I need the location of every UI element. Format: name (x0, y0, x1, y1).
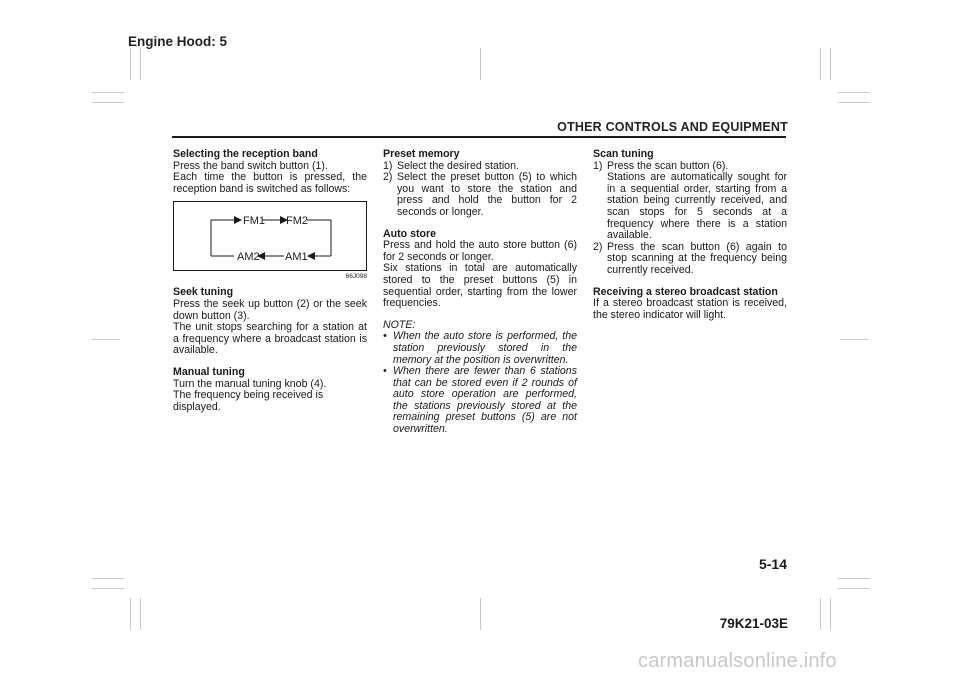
crop-mark (92, 588, 124, 589)
arrow-right-icon (234, 216, 242, 224)
am1-label: AM1 (285, 251, 308, 264)
note-item (383, 331, 577, 366)
seek-text: Press the seek up button (2) or the seek down button (3). (173, 297, 367, 322)
crop-mark (140, 598, 141, 630)
engine-hood-label: Engine Hood: 5 (128, 34, 227, 49)
band-text: Each time the button is pressed, the reception band is switched as follows: (173, 171, 367, 195)
stereo-text: If a stereo broadcast station is received, the stereo indicator will light. (593, 297, 787, 321)
fm2-label: FM2 (286, 215, 308, 228)
crop-mark (92, 92, 124, 93)
document-id: 79K21-03E (719, 616, 788, 631)
manual-text: Turn the manual tuning knob (4). (173, 377, 327, 390)
note-text: When there are fewer than 6 stations that can be stored even if 2 rounds of auto store operation are performed, the stations previously stored at the remaining preset buttons (5) are not overwritten. (393, 365, 577, 436)
stereo-heading: Receiving a stereo broadcast station (593, 285, 778, 298)
seek-text: The unit stops searching for a station at a frequency where a broadcast station is available. (173, 321, 367, 357)
column-left (173, 149, 367, 413)
preset-heading: Preset memory (383, 148, 460, 160)
crop-mark (820, 598, 821, 630)
manual-heading: Manual tuning (173, 365, 245, 378)
item-text: Press the scan button (6) again to stop scanning at the frequency being currently received. (607, 240, 787, 276)
bullet-icon: • (383, 365, 387, 378)
crop-mark (838, 92, 870, 93)
crop-mark (92, 578, 124, 579)
auto-store-text: Press and hold the auto store button (6) for 2 seconds or longer. (383, 239, 577, 263)
arrow-left-icon (307, 252, 315, 260)
note-text: When the auto store is performed, the station previously stored in the memory at the position is overwritten. (393, 330, 577, 366)
crop-mark (820, 48, 821, 80)
item-subtext: Stations are automatically sought for in a sequential order, starting from a station being currently received, and scan stops for 5 seconds at a frequency where there is a station available. (607, 171, 787, 242)
crop-mark (480, 598, 481, 630)
list-item (593, 161, 787, 242)
item-number: 2) (383, 171, 393, 184)
item-text: Select the desired station. (397, 159, 519, 172)
section-title: OTHER CONTROLS AND EQUIPMENT (557, 120, 788, 134)
auto-store-text: Six stations in total are automatically stored to the preset buttons (5) in sequential order, starting from the lower frequencies. (383, 262, 577, 310)
item-number: 1) (593, 159, 603, 172)
crop-mark (830, 598, 831, 630)
item-number: 2) (593, 240, 603, 253)
band-cycle-svg (174, 202, 368, 272)
crop-mark (480, 48, 481, 80)
seek-heading: Seek tuning (173, 286, 234, 299)
manual-text: The frequency being received is displayed. (173, 389, 324, 413)
figure-caption: 66J098 (345, 273, 367, 281)
band-heading: Selecting the reception band (173, 148, 318, 160)
item-text: Press the scan button (6). (607, 159, 729, 172)
crop-mark (840, 339, 868, 340)
crop-mark (130, 598, 131, 630)
crop-mark (130, 48, 131, 80)
scan-heading: Scan tuning (593, 148, 654, 160)
bullet-icon: • (383, 330, 387, 343)
note-item (383, 366, 577, 436)
am2-label: AM2 (237, 251, 260, 264)
list-item (383, 172, 577, 218)
crop-mark (830, 48, 831, 80)
crop-mark (838, 588, 870, 589)
crop-mark (838, 102, 870, 103)
crop-mark (838, 578, 870, 579)
watermark: carmanualsonline.info (638, 650, 837, 672)
page-number: 5-14 (758, 556, 787, 572)
fm1-label: FM1 (243, 215, 265, 228)
crop-mark (92, 339, 120, 340)
list-item (593, 242, 787, 277)
column-middle (383, 149, 577, 436)
band-cycle-diagram (173, 201, 367, 271)
note-label: NOTE: (383, 318, 416, 331)
column-right (593, 149, 787, 321)
item-text: Select the preset button (5) to which you want to store the station and press and hold the button for 2 seconds or longer. (397, 171, 577, 218)
crop-mark (92, 102, 124, 103)
band-text: Press the band switch button (1). (173, 159, 328, 172)
header-rule (172, 136, 786, 138)
auto-store-heading: Auto store (383, 227, 436, 240)
crop-mark (140, 48, 141, 80)
item-number: 1) (383, 159, 393, 172)
